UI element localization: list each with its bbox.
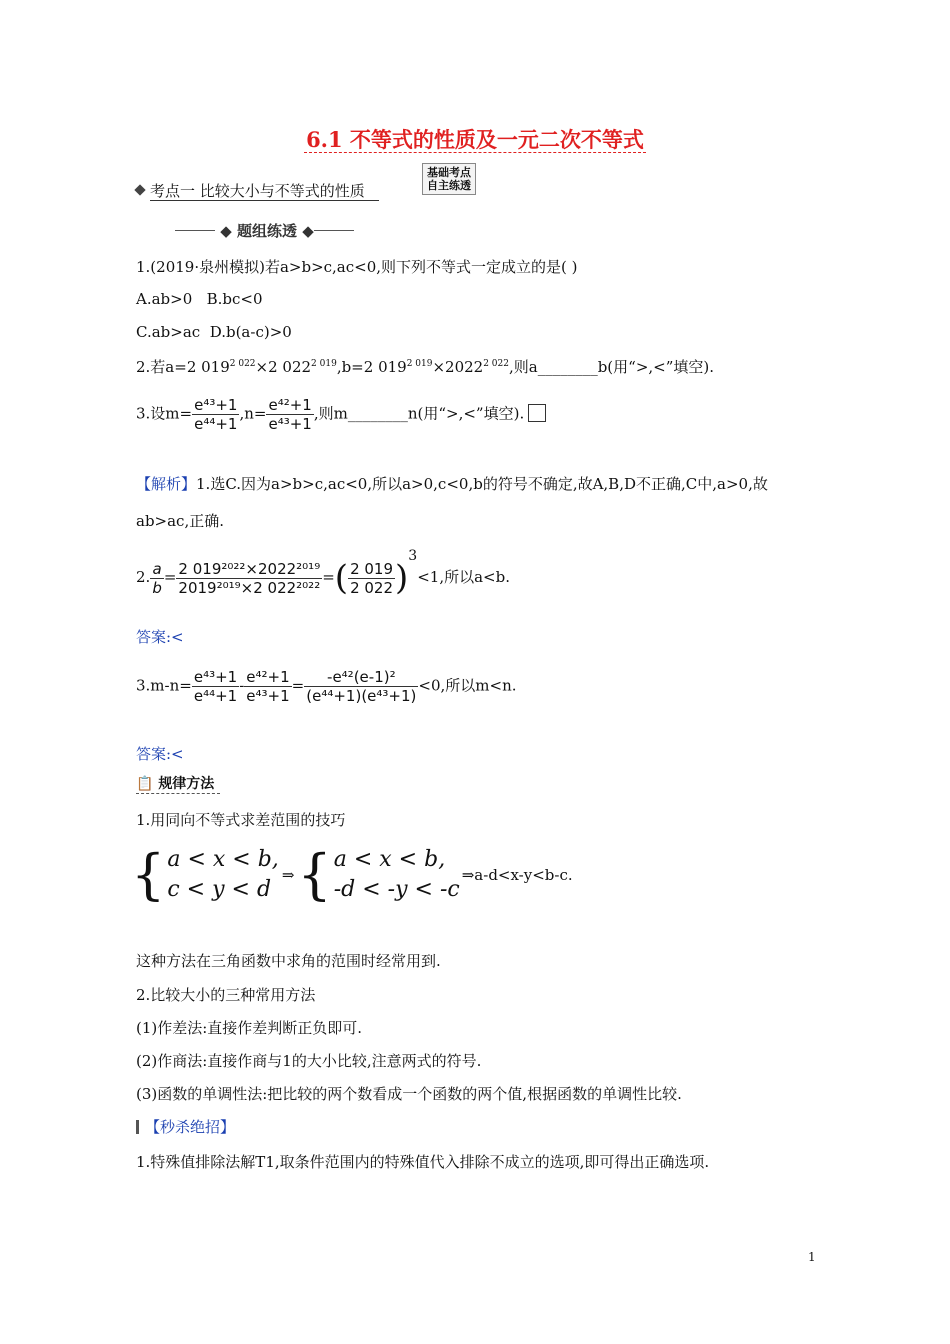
solution-2: 2. $\frac{a}{b}$ = $\frac{\text{2 019²⁰²²×2022²⁰¹⁹}}{\text{2019²⁰¹⁹×2 022²⁰²²}}$ =( $\frac{2 019}{2 022}$ )$^3$<1,所以a<b. xyxy=(136,548,510,598)
method-2a: (1)作差法:直接作差判断正负即可. xyxy=(136,1019,363,1037)
answer-3: 答案:< xyxy=(136,745,184,763)
method-2c: (3)函数的单调性法:把比较的两个数看成一个函数的两个值,根据函数的单调性比较. xyxy=(136,1085,682,1103)
question-3: 3.设m= $\frac{\text{e⁴³+1}}{\text{e⁴⁴+1}}$ ,n= $\frac{\text{e⁴²+1}}{\text{e⁴³+1}}$ ,则m________n(用“>,<”填空). xyxy=(136,396,546,433)
inequality-system: { a < x < b, c < y < d ⇒ { a < x < b, -d < -y < -c ⇒a-d<x-y<b-c. xyxy=(131,843,573,906)
page-title: 6.1 不等式的性质及一元二次不等式 xyxy=(306,127,644,152)
section-heading: 考点一 比较大小与不等式的性质 xyxy=(136,180,379,201)
method-2b: (2)作商法:直接作商与1的大小比较,注意两式的符号. xyxy=(136,1052,482,1070)
method-2-title: 2.比较大小的三种常用方法 xyxy=(136,986,316,1004)
answer-2: 答案:< xyxy=(136,628,184,646)
section-badge: 基础考点 自主练透 xyxy=(422,163,476,195)
solution-1-line2: ab>ac,正确. xyxy=(136,512,224,530)
trick-1: 1.特殊值排除法解T1,取条件范围内的特殊值代入排除不成立的选项,即可得出正确选项. xyxy=(136,1153,710,1171)
q1-options-ab: A.ab>0 B.bc<0 xyxy=(136,290,263,308)
method-1-title: 1.用同向不等式求差范围的技巧 xyxy=(136,811,346,829)
solution-1-line1: 【解析】1.选C.因为a>b>c,ac<0,所以a>0,c<0,b的符号不确定,故A,B,D不正确,C中,a>0,故 xyxy=(136,475,768,493)
method-flag: 📋 规律方法 xyxy=(136,773,220,794)
checkbox-icon xyxy=(528,404,546,422)
q1-options-cd: C.ab>ac D.b(a-c)>0 xyxy=(136,323,292,341)
question-2: 2.若a=2 $019^{2 022}\times 2$ $022^{2 019},b=2$ $019^{2 019}\times 2022^{2 022}$,则a________b(用“>,<”填空). xyxy=(136,358,715,376)
page-number: 1 xyxy=(808,1250,816,1264)
method-1-note: 这种方法在三角函数中求角的范围时经常用到. xyxy=(136,952,441,970)
group-label: ◆ 题组练透 ◆ xyxy=(175,220,354,241)
trick-flag: 【秒杀绝招】 xyxy=(136,1116,235,1137)
question-1: 1.(2019·泉州模拟)若a>b>c,ac<0,则下列不等式一定成立的是( ) xyxy=(136,258,578,276)
diamond-icon xyxy=(134,184,145,195)
solution-3: 3.m-n= $\frac{\text{e⁴³+1}}{\text{e⁴⁴+1}}$ - $\frac{\text{e⁴²+1}}{\text{e⁴³+1}}$ = $\frac{\text{-e⁴²(e-1)²}}{\text{(e⁴⁴+1)(e⁴³+1)}}$ <0,所以m<n. xyxy=(136,668,517,705)
